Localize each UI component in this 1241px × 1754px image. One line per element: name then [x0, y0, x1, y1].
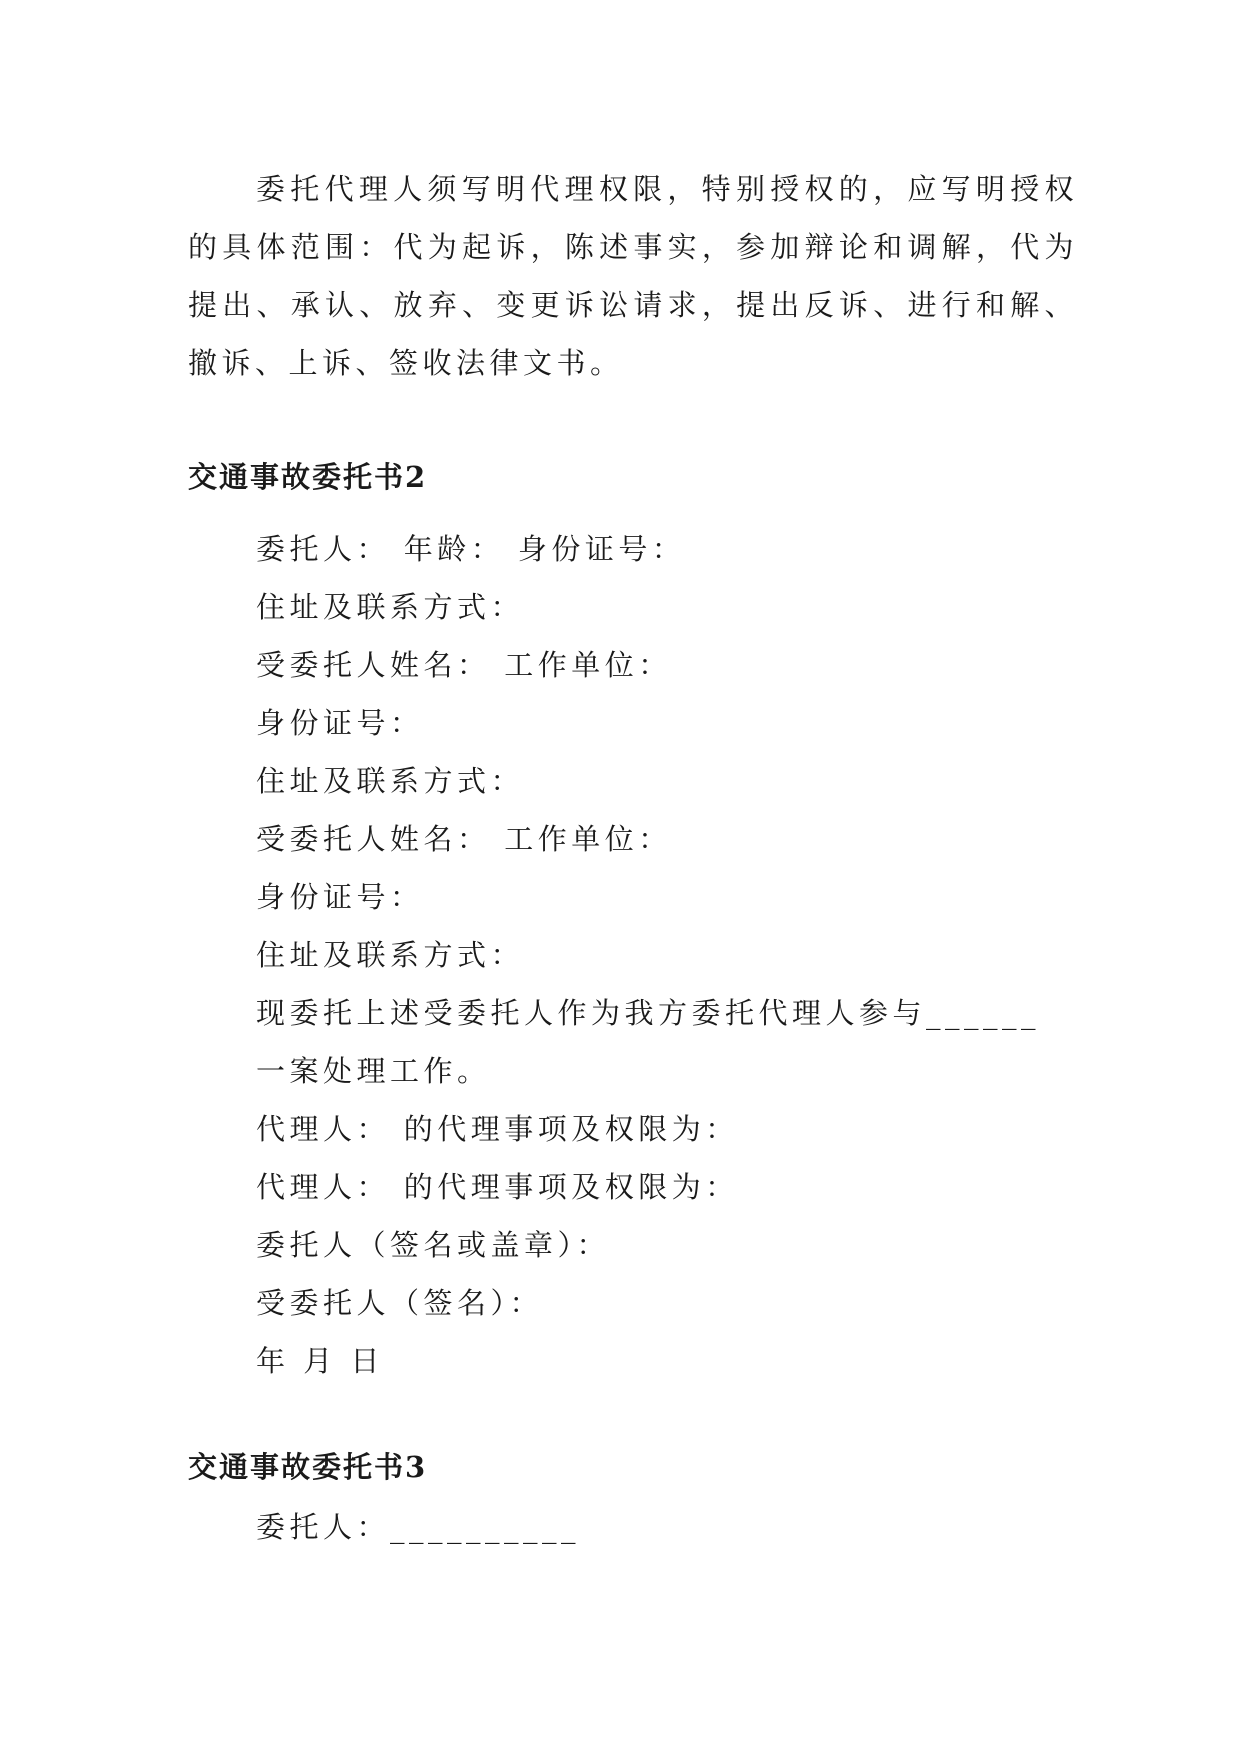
field-line: 现委托上述受委托人作为我方委托代理人参与______: [256, 996, 1041, 1030]
field-line: 一案处理工作。: [256, 1054, 491, 1088]
field-line: 受委托人姓名： 工作单位：: [256, 648, 672, 682]
field-line: 代理人： 的代理事项及权限为：: [256, 1170, 739, 1204]
intro-paragraph: 委托代理人须写明代理权限，特别授权的，应写明授权的具体范围：代为起诉，陈述事实，参加辩论和调解，代为提出、承认、放弃、变更诉讼请求，提出反诉、进行和解、撤诉、上诉、签收法律文书。: [188, 172, 1078, 380]
field-line: 住址及联系方式：: [256, 590, 525, 624]
field-line: 住址及联系方式：: [256, 938, 525, 972]
field-line: 委托人（签名或盖章）：: [256, 1228, 611, 1262]
section-2-title: 交通事故委托书2: [188, 460, 428, 494]
section-3-title: 交通事故委托书3: [188, 1450, 428, 1484]
field-line: 受委托人（签名）：: [256, 1286, 544, 1320]
field-line: 受委托人姓名： 工作单位：: [256, 822, 672, 856]
field-line: 住址及联系方式：: [256, 764, 525, 798]
field-line: 身份证号：: [256, 706, 424, 740]
field-line: 代理人： 的代理事项及权限为：: [256, 1112, 739, 1146]
section-2-fields: [256, 520, 1040, 1390]
field-line: 年 月 日: [256, 1344, 384, 1378]
section-3-field-line: 委托人：__________: [256, 1510, 581, 1544]
field-line: 委托人： 年龄： 身份证号：: [256, 532, 686, 566]
field-line: 身份证号：: [256, 880, 424, 914]
